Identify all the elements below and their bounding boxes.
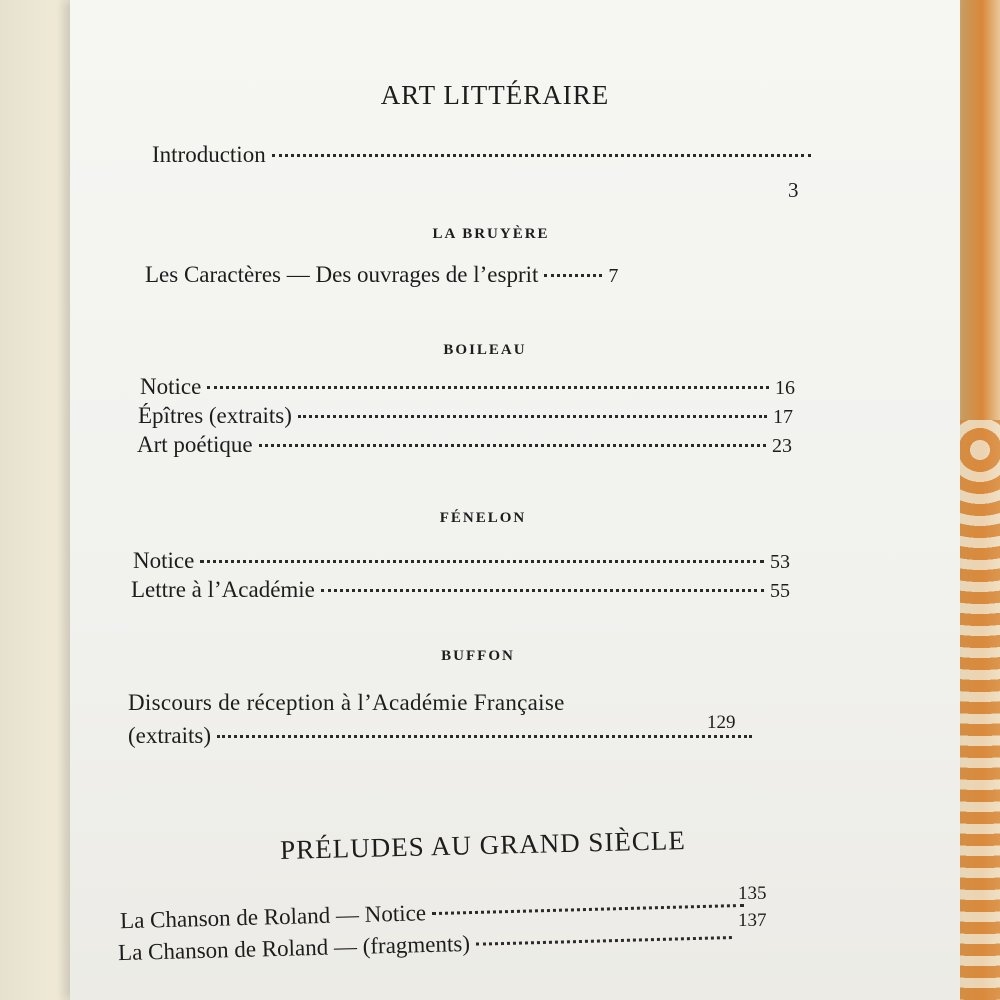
toc-entry-epitres [138,403,793,429]
entry-label: Les Caractères — Des ouvrages de l’esprit [145,262,539,287]
dot-leader [432,904,744,915]
author-heading-buffon: BUFFON [441,648,515,664]
toc-entry-lettre-academie [131,577,790,603]
author-heading-fenelon: FÉNELON [439,510,527,526]
entry-page-number: 137 [738,910,767,931]
section-heading-art-litteraire: ART LITTÉRAIRE [380,80,610,110]
toc-entry-boileau-notice [140,374,795,400]
entry-page-number: 55 [770,580,790,602]
entry-page-number: 53 [770,551,790,573]
dot-leader [544,274,602,277]
entry-page-number: 17 [773,406,793,428]
dot-leader [476,936,732,946]
entry-page-number: 7 [608,265,619,287]
entry-label: Notice [140,374,202,399]
toc-entry-les-caracteres [145,262,805,288]
section-heading-preludes: PRÉLUDES AU GRAND SIÈCLE [279,825,687,865]
entry-label: (extraits) [128,723,212,748]
entry-label: La Chanson de Roland — Notice [119,900,427,934]
dot-leader [217,735,752,738]
dot-leader [200,560,764,563]
dot-leader [259,444,766,447]
entry-label: La Chanson de Roland — (fragments) [117,930,471,966]
dot-leader [321,589,764,592]
author-heading-la-bruyere: LA BRUYÈRE [432,226,550,242]
toc-entry-art-poetique [137,432,792,458]
table-of-contents-page [70,0,960,1000]
entry-page-number: 16 [775,377,795,399]
dot-leader [207,386,769,389]
entry-label: Épîtres (extraits) [138,403,292,428]
entry-page-number: 135 [738,883,767,904]
toc-entry-introduction [152,142,817,168]
entry-label: Introduction [152,142,266,167]
dot-leader [272,154,811,157]
entry-label: Lettre à l’Académie [131,577,315,602]
entry-page-number: 129 [707,712,736,733]
toc-entry-discours-line2 [128,723,758,749]
entry-label: Notice [133,548,195,573]
toc-entry-fenelon-notice [133,548,790,574]
toc-entry-discours-line1: Discours de réception à l’Académie Française [128,690,565,715]
entry-label: Art poétique [137,432,253,457]
entry-page-number: 23 [772,435,792,457]
author-heading-boileau: BOILEAU [443,342,527,358]
dot-leader [298,415,767,418]
entry-page-number: 3 [788,178,799,202]
